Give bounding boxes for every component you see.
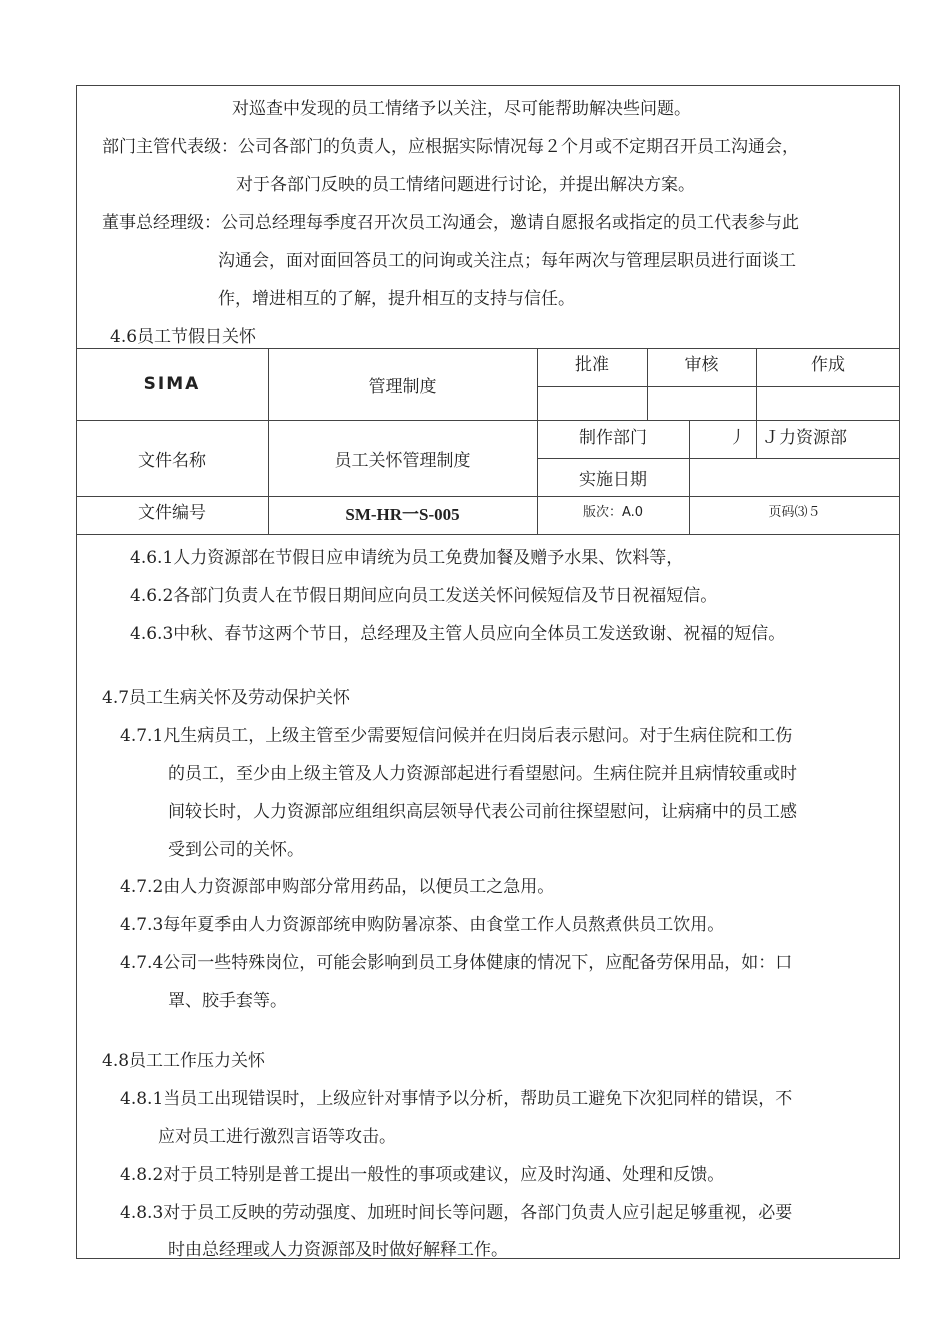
para-dept-manager-line2: 对于各部门反映的员工情绪问题进行讨论，并提出解决方案。	[236, 175, 695, 195]
item-4-7-4-line1: 4.7.4公司一些特殊岗位，可能会影响到员工身体健康的情况下，应配备劳保用品，如：口	[120, 953, 793, 973]
dept-value: Ｊ力资源部	[762, 427, 847, 448]
page-text: 页码⑶５	[768, 504, 821, 520]
section-heading-4-6: 4.6员工节假日关怀	[110, 327, 257, 347]
dept-mark: 丿	[729, 427, 746, 448]
item-4-7-1-line4: 受到公司的关怀。	[168, 840, 304, 860]
item-4-7-1-line3: 间较长时，人力资源部应组组织高层领导代表公司前往探望慰问，让病痛中的员工感	[168, 802, 797, 822]
para-general-manager-line2: 沟通会，面对面回答员工的问询或关注点；每年两次与管理层职员进行面谈工	[218, 251, 796, 271]
dept-label: 制作部门	[579, 427, 647, 448]
impl-date-value	[689, 458, 900, 496]
para-general-manager-line1: 董事总经理级：公司总经理每季度召开次员工沟通会，邀请自愿报名或指定的员工代表参与此	[102, 213, 799, 233]
file-no-value: SM-HR一S-005	[345, 504, 460, 524]
para-inspection-cont: 对巡查中发现的员工情绪予以关注，尽可能帮助解决些问题。	[232, 99, 691, 119]
doc-type: 管理制度	[368, 376, 437, 397]
item-4-8-3-line2: 时由总经理或人力资源部及时做好解释工作。	[168, 1240, 508, 1260]
section-heading-4-8: 4.8员工工作压力关怀	[102, 1051, 266, 1071]
item-4-8-2: 4.8.2对于员工特别是普工提出一般性的事项或建议，应及时沟通、处理和反馈。	[120, 1165, 725, 1185]
version-label	[537, 496, 689, 524]
version-text: 版次：A.0	[582, 504, 644, 520]
prepare-label: 作成	[811, 354, 845, 375]
item-4-6-3: 4.6.3中秋、春节这两个节日，总经理及主管人员应向全体员工发送致谢、祝福的短信。	[130, 624, 786, 644]
section-heading-4-7: 4.7员工生病关怀及劳动保护关怀	[102, 688, 351, 708]
file-no-label: 文件编号	[138, 502, 206, 523]
document-header-table	[76, 348, 900, 535]
item-4-8-1-line2: 应对员工进行激烈言语等攻击。	[158, 1127, 396, 1147]
approve-label: 批准	[575, 354, 609, 375]
item-4-7-4-line2: 罩、胶手套等。	[168, 991, 287, 1011]
page-label	[689, 496, 900, 524]
para-general-manager-line3: 作，增进相互的了解，提升相互的支持与信任。	[218, 289, 575, 309]
item-4-6-2: 4.6.2各部门负责人在节假日期间应向员工发送关怀问候短信及节日祝福短信。	[130, 586, 718, 606]
item-4-7-2: 4.7.2由人力资源部申购部分常用药品，以便员工之急用。	[120, 877, 555, 897]
item-4-8-1-line1: 4.8.1当员工出现错误时，上级应针对事情予以分析，帮助员工避免下次犯同样的错误，不	[120, 1089, 793, 1109]
item-4-7-3: 4.7.3每年夏季由人力资源部统申购防暑凉茶、由食堂工作人员熬煮供员工饮用。	[120, 915, 725, 935]
item-4-8-3-line1: 4.8.3对于员工反映的劳动强度、加班时间长等问题，各部门负责人应引起足够重视，必要	[120, 1203, 793, 1223]
para-dept-manager-line1: 部门主管代表级：公司各部门的负责人，应根据实际情况每２个月或不定期召开员工沟通会，	[102, 137, 799, 157]
impl-date-label: 实施日期	[579, 469, 647, 490]
item-4-7-1-line2: 的员工，至少由上级主管及人力资源部起进行看望慰问。生病住院并且病情较重或时	[168, 764, 797, 784]
item-4-6-1: 4.6.1人力资源部在节假日应申请统为员工免费加餐及赠予水果、饮料等，	[130, 548, 684, 568]
sima-logo: SIMA	[143, 374, 201, 394]
review-label: 审核	[684, 354, 719, 375]
file-name-label: 文件名称	[138, 450, 206, 471]
item-4-7-1-line1: 4.7.1凡生病员工，上级主管至少需要短信问候并在归岗后表示慰问。对于生病住院和工伤	[120, 726, 793, 746]
file-name-value: 员工关怀管理制度	[334, 450, 471, 471]
